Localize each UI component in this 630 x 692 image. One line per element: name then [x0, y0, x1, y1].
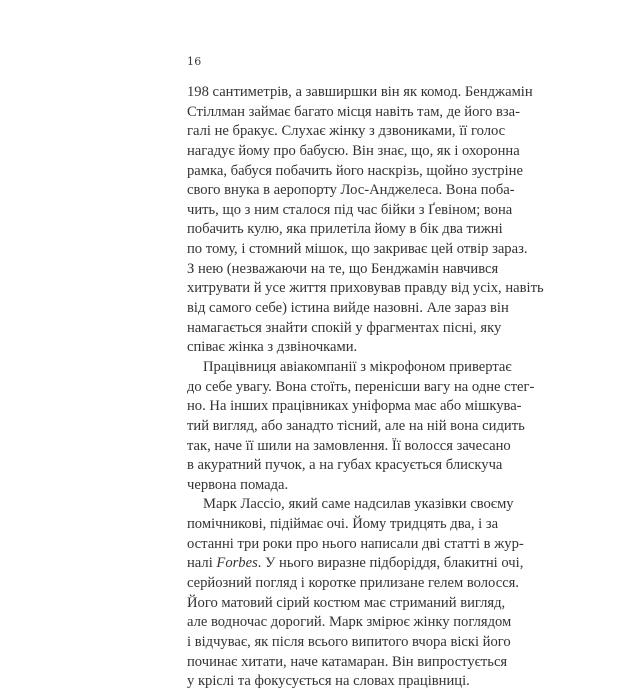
text-line: починає хитати, наче катамаран. Він випростується	[187, 653, 508, 670]
text-line: але водночас дорогий. Марк змірює жінку поглядом	[187, 614, 512, 631]
text-line: від самого себе) істина вийде назовні. Але зараз він	[187, 300, 509, 317]
text-line: побачить кулю, яка прилетіла йому в бік два тижні	[187, 221, 503, 238]
text-line: З нею (незважаючи на те, що Бенджамін навчився	[187, 260, 499, 277]
text-line: співає жінка з дзвіночками.	[187, 339, 358, 356]
italic-title: Forbes	[216, 555, 258, 572]
text-line: но. На інших працівниках уніформа має або мішкува-	[187, 398, 522, 415]
text-line: Стіллман займає багато місця навіть там, де його вза-	[187, 103, 520, 120]
text-line: тий вигляд, або занадто тісний, але на ній вона сидить	[187, 417, 525, 434]
text-line: нагадує йому про бабусю. Він знає, що, як і охоронна	[187, 142, 520, 159]
text-line: останні три роки про нього написали дві статті в жур-	[187, 535, 524, 552]
text-line: по тому, і стомний мішок, що закриває цей отвір зараз.	[187, 241, 528, 258]
text-line: хитрувати й усе життя приховував правду від усіх, навіть	[187, 280, 544, 297]
text-line: чить, що з ним сталося під час бійки з Ґевіном; вона	[187, 201, 513, 218]
text-line: 198 сантиметрів, а завширшки він як комод. Бенджамін	[187, 84, 533, 100]
text-line: і відчуває, як після всього випитого вчора віскі його	[187, 633, 511, 650]
text-line: помічникові, підіймає очі. Йому тридцять два, і за	[187, 516, 499, 533]
text-line: Марк Лассіо, який саме надсилав указівки своєму	[203, 496, 514, 513]
text-line: в акуратний пучок, а на губах красується блискуча	[187, 457, 503, 474]
text-line: галі не бракує. Слухає жінку з дзвониками, її голос	[187, 123, 506, 140]
text-line: намагається знайти спокій у фрагментах пісні, яку	[187, 319, 502, 336]
text-line: серйозний погляд і коротке прилизане гелем волосся.	[187, 575, 520, 592]
text-line: рамка, бабуся побачить його наскрізь, щойно зустріне	[187, 162, 523, 179]
body-text	[187, 83, 544, 692]
paragraph-1	[187, 83, 544, 358]
text-line: до себе увагу. Вона стоїть, перенісши вагу на одне стег-	[187, 378, 535, 395]
text-line: Працівниця авіакомпанії з мікрофоном привертає	[203, 358, 512, 375]
text-line-forbes: налі Forbes. У нього виразне підборіддя, блакитні очі,	[187, 555, 524, 572]
text-line: так, наче її шили на замовлення. Її волосся зачесано	[187, 437, 511, 454]
paragraph-3	[187, 495, 524, 691]
page-number: 16	[187, 55, 202, 68]
text-line: червона помада.	[187, 476, 289, 493]
text-line: у кріслі та фокусується на словах працівниці.	[187, 673, 470, 690]
text-line: свого внука в аеропорту Лос-Анджелеса. Вона поба-	[187, 182, 515, 199]
text-line: Його матовий сірий костюм має стриманий вигляд,	[187, 594, 506, 611]
paragraph-2	[187, 358, 535, 495]
